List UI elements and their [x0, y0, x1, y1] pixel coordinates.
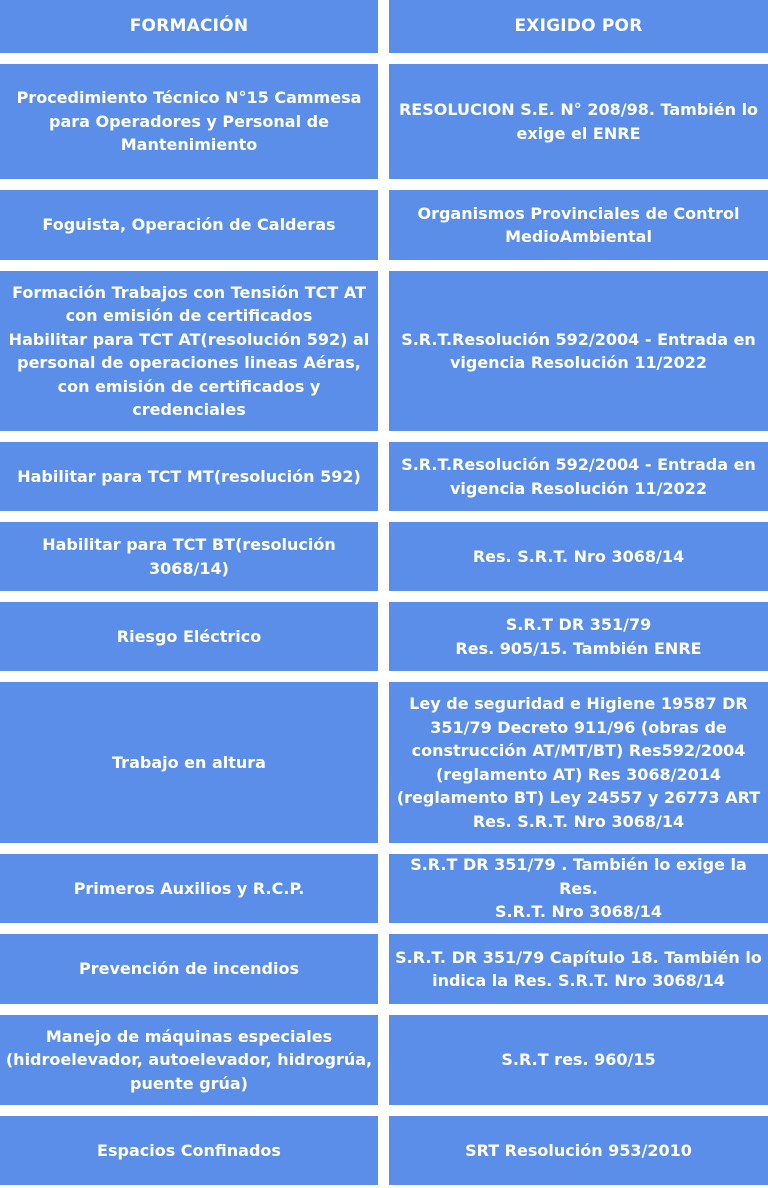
table-row-exigido — [389, 442, 768, 511]
formacion-text: Habilitar para TCT BT(resolución 3068/14) — [42, 535, 336, 578]
formacion-text: Primeros Auxilios y R.C.P. — [73, 878, 305, 898]
table-row-formacion — [0, 682, 378, 843]
exigido-text: S.R.T DR 351/79 Res. 905/15. También ENRE — [455, 615, 702, 658]
formacion-text: Habilitar para TCT MT(resolución 592) — [17, 466, 361, 486]
table-row-formacion — [0, 854, 378, 923]
exigido-text: S.R.T.Resolución 592/2004 - Entrada en vigencia Resolución 11/2022 — [401, 455, 756, 498]
header-formacion-label: FORMACIÓN — [129, 15, 249, 36]
table-row-formacion — [0, 64, 378, 179]
table-row-exigido — [389, 854, 768, 923]
table-row-exigido — [389, 64, 768, 179]
exigido-text: Ley de seguridad e Higiene 19587 DR 351/79 Decreto 911/96 (obras de construcción AT/MT/BT) Res592/2004 (reglamento AT) Res 3068/2014 (reglamento BT) Ley 24557 y 26773 ART Res. S.R.T. Nro 3068/14 — [396, 694, 761, 831]
table-row-exigido — [389, 190, 768, 260]
table-row-exigido — [389, 934, 768, 1004]
table-row-exigido — [389, 1015, 768, 1105]
exigido-text: S.R.T DR 351/79 . También lo exige la Res. S.R.T. Nro 3068/14 — [410, 855, 747, 922]
formacion-text: Procedimiento Técnico N°15 Cammesa para Operadores y Personal de Mantenimiento — [16, 88, 362, 155]
formacion-text: Espacios Confinados — [97, 1140, 281, 1160]
table-row-formacion — [0, 1116, 378, 1185]
table-row-formacion — [0, 190, 378, 260]
formacion-text: Foguista, Operación de Calderas — [42, 215, 336, 235]
table-row-exigido — [389, 522, 768, 591]
table-row-exigido — [389, 602, 768, 671]
formacion-text: Formación Trabajos con Tensión TCT AT con emisión de certificados Habilitar para TCT AT(resolución 592) al personal de operaciones lineas Aéras, con emisión de certificados y credenciales — [8, 282, 370, 419]
table-row-exigido — [389, 1116, 768, 1185]
header-exigido-por — [389, 0, 768, 53]
exigido-text: Organismos Provinciales de Control MedioAmbiental — [417, 203, 740, 246]
exigido-text: SRT Resolución 953/2010 — [465, 1140, 692, 1160]
table-row-formacion — [0, 271, 378, 431]
header-exigido-por-label: EXIGIDO POR — [514, 15, 643, 36]
header-formacion — [0, 0, 378, 53]
exigido-text: S.R.T.Resolución 592/2004 - Entrada en vigencia Resolución 11/2022 — [401, 329, 756, 372]
exigido-text: RESOLUCION S.E. N° 208/98. También lo exige el ENRE — [398, 100, 759, 143]
table-row-formacion — [0, 442, 378, 511]
table-row-formacion — [0, 934, 378, 1004]
exigido-text: Res. S.R.T. Nro 3068/14 — [472, 546, 685, 566]
exigido-text: S.R.T res. 960/15 — [501, 1050, 656, 1070]
table-row-formacion — [0, 522, 378, 591]
formacion-text: Manejo de máquinas especiales (hidroelevador, autoelevador, hidrogrúa, puente grúa) — [5, 1026, 373, 1093]
formacion-text: Prevención de incendios — [79, 959, 299, 979]
table-row-formacion — [0, 1015, 378, 1105]
formacion-text: Riesgo Eléctrico — [116, 626, 262, 646]
exigido-text: S.R.T. DR 351/79 Capítulo 18. También lo indica la Res. S.R.T. Nro 3068/14 — [395, 947, 762, 990]
table-row-exigido — [389, 682, 768, 843]
table-row-exigido — [389, 271, 768, 431]
formacion-text: Trabajo en altura — [112, 752, 266, 772]
table-row-formacion — [0, 602, 378, 671]
